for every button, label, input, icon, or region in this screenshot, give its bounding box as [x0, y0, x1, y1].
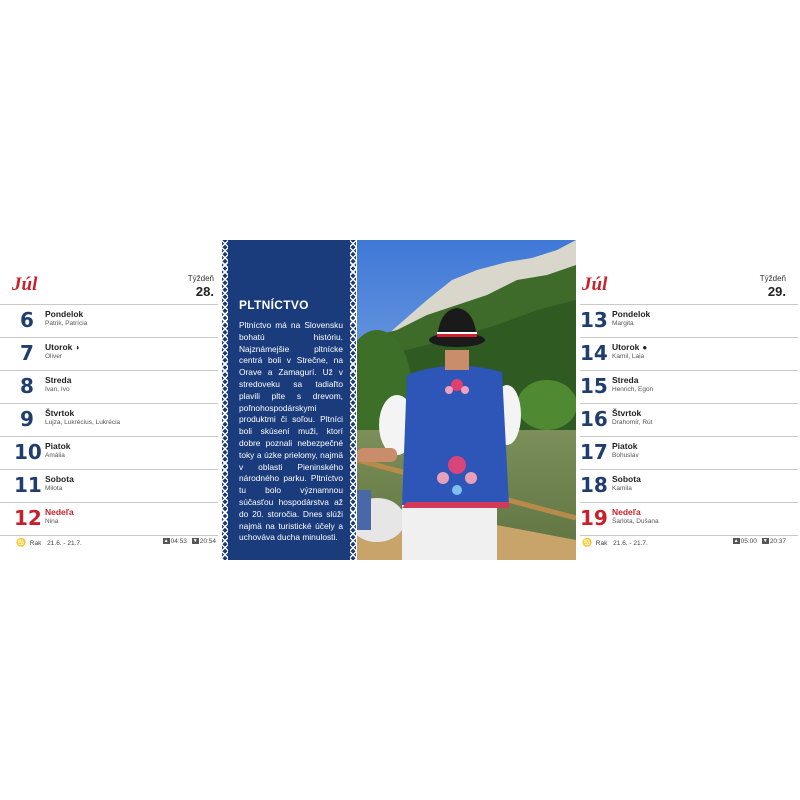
- day-row: [580, 370, 798, 403]
- name-days: Margita: [612, 320, 634, 327]
- day-row-sunday: [580, 502, 798, 536]
- day-number: 10: [14, 440, 42, 464]
- day-number: 7: [20, 341, 34, 365]
- day-name: Štvrtok: [45, 408, 75, 418]
- zodiac-range: 21.6. - 21.7.: [47, 540, 82, 547]
- day-name: Piatok: [45, 441, 71, 451]
- moon-phase-icon: ●: [642, 343, 648, 352]
- day-number: 14: [580, 341, 608, 365]
- day-row: [0, 469, 218, 502]
- week-number: 29.: [767, 284, 786, 299]
- name-days: Milota: [45, 485, 63, 492]
- day-name: Sobota: [45, 474, 74, 484]
- sunset-time: 20:37: [769, 538, 786, 545]
- sunrise-time: 05:00: [740, 538, 757, 545]
- day-row: [580, 403, 798, 436]
- folk-pattern-border-right: [350, 240, 356, 560]
- day-number: 6: [20, 308, 34, 332]
- day-number: 12: [14, 506, 42, 530]
- day-number: 16: [580, 407, 608, 431]
- day-name: Pondelok: [612, 309, 651, 319]
- sunrise-time: 04:53: [170, 538, 187, 545]
- zodiac-info: [16, 538, 82, 547]
- name-days: Bohuslav: [612, 452, 639, 459]
- day-number: 13: [580, 308, 608, 332]
- day-row: [580, 469, 798, 502]
- day-number: 18: [580, 473, 608, 497]
- month-title: Júl: [582, 274, 608, 295]
- day-row: [580, 304, 798, 337]
- day-list: [0, 304, 218, 536]
- month-title: Júl: [12, 274, 38, 295]
- zodiac-name: Rak: [595, 540, 608, 547]
- folk-pattern-border-left: [222, 240, 228, 560]
- day-row-sunday: [0, 502, 218, 536]
- day-name: Piatok: [612, 441, 638, 451]
- day-row: [580, 337, 798, 370]
- sunset-time: 20:54: [199, 538, 216, 545]
- day-name: Utorok ●: [612, 342, 648, 352]
- week-footer: [580, 536, 798, 548]
- name-days: Šarlota, Dušana: [612, 518, 659, 525]
- week-number: 28.: [195, 284, 214, 299]
- day-row: [0, 436, 218, 469]
- article-body: Pltníctvo má na Slovensku bohatú históriu. Najznámejšie pltnícke centrá boli v Strečne, na Orave a Zamagurí. Už v stredoveku sa tadiaľto plavili plte s drevom, poľnohospodárskymi produktmi či soľou. Pltníci boli skúsení muži, ktorí dobre poznali nebezpečné toky a úzke prielomy, najmä v oblasti Pieninského národného parku. Pltníctvo tu bolo významnou súčasťou hospodárstva až do 20. storočia. Dnes slúži najmä na turistické účely a uchováva ducha minulosti.: [239, 320, 343, 543]
- day-name: Nedeľa: [45, 507, 74, 517]
- zodiac-name: Rak: [29, 540, 42, 547]
- sunrise-icon: ▲: [163, 538, 169, 545]
- day-number: 9: [20, 407, 34, 431]
- sunrise-icon: ▲: [733, 538, 739, 545]
- zodiac-range: 21.6. - 21.7.: [613, 540, 648, 547]
- day-row: [0, 403, 218, 436]
- day-name: Nedeľa: [612, 507, 641, 517]
- day-name: Streda: [612, 375, 639, 385]
- name-days: Kamila: [612, 485, 632, 492]
- zodiac-cancer-icon: ♋: [16, 538, 26, 547]
- name-days: Nina: [45, 518, 59, 525]
- name-days: Oliver: [45, 353, 62, 360]
- day-row: [580, 436, 798, 469]
- day-number: 15: [580, 374, 608, 398]
- raftsman-photo: [357, 240, 576, 560]
- moon-phase-icon: ◗: [75, 343, 81, 352]
- zodiac-info: [582, 538, 648, 547]
- day-number: 19: [580, 506, 608, 530]
- name-days: Lujza, Lukrécius, Lukrécia: [45, 419, 121, 426]
- week-column-left: [0, 268, 218, 560]
- day-row: [0, 370, 218, 403]
- week-column-right: [580, 268, 798, 560]
- zodiac-cancer-icon: ♋: [582, 538, 592, 547]
- week-footer: [0, 536, 218, 548]
- week-label: Týždeň: [187, 274, 214, 283]
- name-days: Patrik, Patrícia: [45, 320, 88, 327]
- day-name: Pondelok: [45, 309, 84, 319]
- article-panel: [222, 240, 356, 560]
- day-number: 8: [20, 374, 34, 398]
- day-row: [0, 337, 218, 370]
- day-name: Štvrtok: [612, 408, 642, 418]
- name-days: Henrich, Egon: [612, 386, 654, 393]
- day-list: [580, 304, 798, 536]
- day-number: 11: [14, 473, 42, 497]
- raftsman-illustration: [357, 240, 576, 560]
- sun-times: [163, 538, 216, 545]
- sun-times: [733, 538, 786, 545]
- day-row: [0, 304, 218, 337]
- week-label: Týždeň: [759, 274, 786, 283]
- name-days: Ivan, Ivo: [45, 386, 70, 393]
- day-name: Sobota: [612, 474, 641, 484]
- sunset-icon: ▼: [192, 538, 198, 545]
- sunset-icon: ▼: [762, 538, 768, 545]
- day-name: Utorok ◗: [45, 342, 81, 352]
- name-days: Drahomír, Rút: [612, 419, 653, 426]
- name-days: Kamil, Laia: [612, 353, 645, 360]
- article-title: PLTNÍCTVO: [239, 298, 309, 312]
- day-number: 17: [580, 440, 608, 464]
- day-name: Streda: [45, 375, 72, 385]
- name-days: Amália: [45, 452, 65, 459]
